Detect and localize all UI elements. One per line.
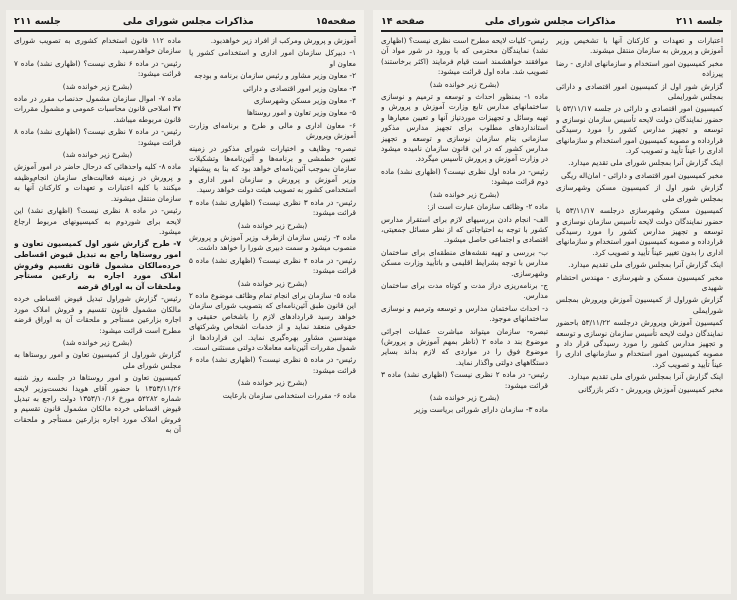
paragraph: ب- بررسی و تهیه نقشه‌های منطقه‌ای برای ساختمان مدارس با توجه بشرایط اقلیمی و باتأیید وزارت مسکن وشهرسازی. [381, 247, 548, 278]
paragraph: گزارش شوراول از کمیسیون آموزش وپرورش بمجلس شورایملی [556, 295, 723, 315]
reading-note: (بشرح زیر خوانده شد) [429, 79, 500, 89]
reading-note: (بشرح زیر خوانده شد) [237, 378, 308, 388]
header-title: مذاکرات مجلس شورای ملی [484, 15, 616, 27]
page-header [381, 14, 723, 32]
paragraph: گزارش شور اول از کمیسیون مسکن وشهرسازی بمجلس شورای ملی [556, 183, 723, 203]
paragraph: تبصره- سازمان میتواند مباشرت عملیات اجرائی موضوع بند د ماده ۲ (ناظر بمهم آموزش و پرورش) موضوع فوق را در مواردی که لازم بداند بسایر دستگاههای دولتی واگذار نماید. [381, 326, 548, 367]
paragraph: رئیس- در ماده ۲ نظری نیست؟ (اظهاری نشد) ماده ۳ قرائت میشود: [381, 370, 548, 390]
paragraph: کمیسیون تعاون و امور روستاها در جلسه روز شنبه ۱۳۵۳/۱۱/۲۶ با حضور آقای هویدا نخست‌وزیر لایحه شماره ۵۴۲۸۲ مورخ ۱۳۵۳/۱۰/۱۶ دولت راجع به تبدیل قیوض اقساطی خرده مالکان مشمول قانون تقسیم و فروش املاک مورد اجاره بزارعین مستأجر و ملحقات آن به [14, 373, 181, 435]
column-left [14, 36, 181, 592]
paragraph: اعتبارات و تعهدات و کارکنان آنها با تشخیص وزیر آموزش و پرورش به سازمان منتقل میشوند. [556, 36, 723, 56]
paragraph: ۶- معاون اداری و مالی و طرح و برنامه‌ای وزارت آموزش وپرورش [189, 120, 356, 141]
reading-note: (بشرح زیر خوانده شد) [62, 150, 133, 160]
page-number: صفحه ۱۴ [381, 15, 425, 27]
paragraph: ۲- معاون وزیر مشاور و رئیس سازمان برنامه و بودجه [194, 71, 356, 81]
paragraph: مخبر کمیسیون امور اقتصادی و دارائی - امان‌اله ریگی [560, 170, 723, 180]
section-heading: ۷- طرح گزارش شور اول کمیسیون تعاون و امور روستاها راجع به تبدیل قیوض اقساطی خرده‌مالکان مشمول قانون تقسیم وفروش املاک مورد اجاره به زارعین مستأجر وملحقات آن به اوراق قرضه [14, 239, 181, 291]
paragraph: رئیس- در ماده ۳ نظری نیست؟ (اظهاری نشد) ماده ۴ قرائت میشود: [189, 197, 356, 218]
paragraph: مخبر کمیسیون مسکن و شهرسازی - مهندس احتشام شهیدی [556, 272, 723, 292]
session-number: جلسه ۲۱۱ [676, 15, 723, 27]
paragraph: اینک گزارش آنرا بمجلس شورای ملی تقدیم میدارد. [568, 372, 723, 382]
reading-note: (بشرح زیر خوانده شد) [429, 189, 500, 199]
reading-note: (بشرح زیر خوانده شد) [62, 81, 133, 91]
paragraph: کمیسیون آموزش وپرورش درجلسه ۵۳/۱۱/۲۲ باحضور نمایندگان دولت لایحه تأسیس سازمان نوسازی و توسعه و تجهیز مدارس کشور را مورد رسیدگی قرار داد و مصوبه کمیسیون امور استخدام و سازمانهای اداری را عیناً تأیید و تصویب کرد. [556, 318, 723, 369]
paragraph: رئیس- کلیات لایحه مطرح است نظری نیست؟ (اظهاری نشد) نمایندگان محترمی که با ورود در شور مواد آن موافقند خواهشمند است قیام فرمایند (اکثر برخاستند) تصویب شد. ماده اول قرائت میشود: [381, 36, 548, 77]
paragraph: ماده ۱۱۲ قانون استخدام کشوری به تصویب شورای سازمان خواهدرسید. [14, 36, 181, 56]
column-right [556, 36, 723, 592]
page-number: صفحه۱۵ [315, 15, 356, 27]
paragraph: ماده ۴- رئیس سازمان ازطرف وزیر آموزش و پرورش منصوب میشود و سمت دبیری شورا را خواهد داشت. [189, 232, 356, 253]
paragraph: اینک گزارش آنرا بمجلس شورای ملی تقدیم میدارد. [568, 158, 723, 168]
paragraph: رئیس- در ماده ۷ نظری نیست؟ (اظهاری نشد) ماده ۸ قرائت میشود: [14, 127, 181, 147]
reading-note: (بشرح زیر خوانده شد) [62, 337, 133, 347]
paragraph: ماده ۶- مقررات استخدامی سازمان بارعایت [222, 390, 356, 400]
column-left [381, 36, 548, 592]
paragraph: کمیسیون مسکن وشهرسازی درجلسه ۵۳/۱۱/۱۷ با حضور نمایندگان دولت لایحه تأسیس سازمان نوسازی و توسعه و تجهیز مدارس کشور را مورد رسیدگی قرارداده و مصوبه کمیسیون امور استخدام و سازمانهای اداری را بدون تغییر عیناً تأیید و تصویب کرد. [556, 206, 723, 257]
paragraph: کمیسیون امور اقتصادی و دارائی در جلسه ۵۳/۱۱/۱۷ با حضور نمایندگان دولت لایحه تأسیس سازمان نوسازی و توسعه و تجهیز مدارس کشور را مورد رسیدگی قرارداده و مصوبه کمیسیون امور استخدام و سازمانهای اداری را عیناً تأیید و تصویب کرد. [556, 104, 723, 156]
paragraph: آموزش و پرورش ومرکب از افراد زیر خواهدبود. [210, 36, 356, 45]
paragraph: تبصره- وظایف و اختیارات شورای مذکور در زمینه تعیین خطمشی و برنامه‌ها و آئین‌نامه‌ها وتشکیلات سازمان بموجب آئین‌نامه‌ای خواهد بود که بنا به پیشنهاد وزیر آموزش و پرورش و سازمان امور اداری و استخدامی کشور به تصویب هیئت دولت خواهد رسید. [189, 143, 356, 195]
paragraph: ماده ۱- بمنظور احداث و توسعه و ترمیم و نوسازی ساختمانهای مدارس تابع وزارت آموزش و پرورش و تهیه وسائل و تجهیزات موردنیاز آنها و تعیین معیارها و استانداردهای مطلوب برای تجهیز مدارس مذکور سازمانی بنام سازمان نوسازی و توسعه و تجهیز مدارس کشور که در این قانون سازمان نامیده میشود در وزارت آموزش و پرورش تأسیس میگردد. [381, 92, 548, 164]
paragraph: رئیس- در ماده ۴ نظری نیست؟ (اظهاری نشد) ماده ۵ قرائت میشود: [189, 255, 356, 276]
paragraph: ۱- دبیرکل سازمان امور اداری و استخدامی کشور یا معاون او [189, 48, 356, 68]
header-title: مذاکرات مجلس شورای ملی [122, 15, 254, 27]
paragraph: رئیس- در ماده ۶ نظری نیست؟ (اظهاری نشد) ماده ۷ قرائت میشود: [14, 58, 181, 79]
paragraph: گزارش شوراول از کمیسیون تعاون و امور روستاها به مجلس شورای ملی [14, 350, 181, 370]
paragraph: ماده ۷- اموال سازمان مشمول حدنصاب مقرر در ماده ۳۷ اصلاحی قانون محاسبات عمومی و مشمول مقررات قانون مربوطه میباشد. [14, 94, 181, 124]
paragraph: ماده ۸- کلیه واحدهائی که درحال حاضر در امور آموزش و پرورش در زمینه فعالیت‌های سازمان انجام‌وظیفه میکنند با کلیه اعتبارات و تعهدات و کارکنان آنها به سازمان منتقل میشوند. [14, 162, 181, 203]
reading-note: (بشرح زیر خوانده شد) [237, 220, 308, 230]
reading-note: (بشرح زیر خوانده شد) [429, 393, 500, 402]
paragraph: رئیس- در ماده ۵ نظری نیست؟ (اظهاری نشد) ماده ۶ قرائت میشود: [189, 355, 356, 375]
page-columns [381, 36, 723, 592]
right-page [373, 10, 731, 594]
paragraph: ۳- معاون وزیر امور اقتصادی و دارائی [242, 83, 356, 93]
paragraph: ماده ۲- وظائف سازمان عبارت است از: [427, 202, 548, 212]
paragraph: ماده ۳- سازمان دارای شورائی بریاست وزیر [414, 405, 548, 415]
paragraph: ۵- معاون وزیر تعاون و امور روستاها [246, 108, 356, 118]
paragraph: مخبر کمیسیون آموزش وپرورش - دکتر بازرگانی [578, 384, 723, 394]
paragraph: ج- برنامه‌ریزی دراز مدت و کوتاه مدت برای ساختمان مدارس. [381, 280, 548, 301]
paragraph: ۴- معاون وزیر مسکن وشهرسازی [253, 96, 356, 106]
paragraph: گزارش شور اول از کمیسیون امور اقتصادی و دارائی بمجلس شورایملی [556, 81, 723, 102]
paragraph: اینک گزارش آنرا بمجلس شورای ملی تقدیم میدارد. [568, 260, 723, 270]
session-number: جلسه ۲۱۱ [14, 15, 61, 27]
left-page [6, 10, 364, 594]
reading-note: (بشرح زیر خوانده شد) [237, 278, 308, 288]
page-header [14, 14, 356, 32]
column-right [189, 36, 356, 592]
paragraph: ماده ۵- سازمان برای انجام تمام وظائف موضوع ماده ۲ این قانون طبق آئین‌نامه‌ای که بتصویب شورای سازمان خواهد رسید قراردادهای لازم را باشخاص حقیقی و حقوقی منعقد نماید و از خدمات اشخاص وشرکتهای مهندسین مشاور بهره‌گیری نماید. این قراردادها از شمول مقررات آئین‌نامه معاملات دولتی مستثنی است. [189, 290, 356, 352]
paragraph: رئیس- در ماده اول نظری نیست؟ (اظهاری نشد) ماده دوم قرائت میشود: [381, 166, 548, 187]
paragraph: الف- انجام دادن بررسیهای لازم برای استقرار مدارس کشور با توجه به احتیاجاتی که از نظر مسائل جمعیتی، اقتصادی و اجتماعی حاصل میشود. [381, 214, 548, 245]
paragraph: د- احداث ساختمان مدارس و توسعه وترمیم و نوسازی ساختمانهای موجود. [381, 303, 548, 324]
paragraph: مخبر کمیسیون امور استخدام و سازمانهای اداری - رضا پیرزاده [556, 58, 723, 79]
paragraph: رئیس- در ماده ۸ نظری نیست؟ (اظهاری نشد) این لایحه برای شوردوم به کمیسیونهای مربوط ارجاع میشود. [14, 206, 181, 236]
page-columns [14, 36, 356, 592]
paragraph: رئیس- گزارش شوراول تبدیل قیوض اقساطی خرده مالکان مشمول قانون تقسیم و فروش املاک مورد اجاره بزارعین مستأجر و ملحقات آن به اوراق قرضه مطرح است قرائت میشود: [14, 294, 181, 335]
